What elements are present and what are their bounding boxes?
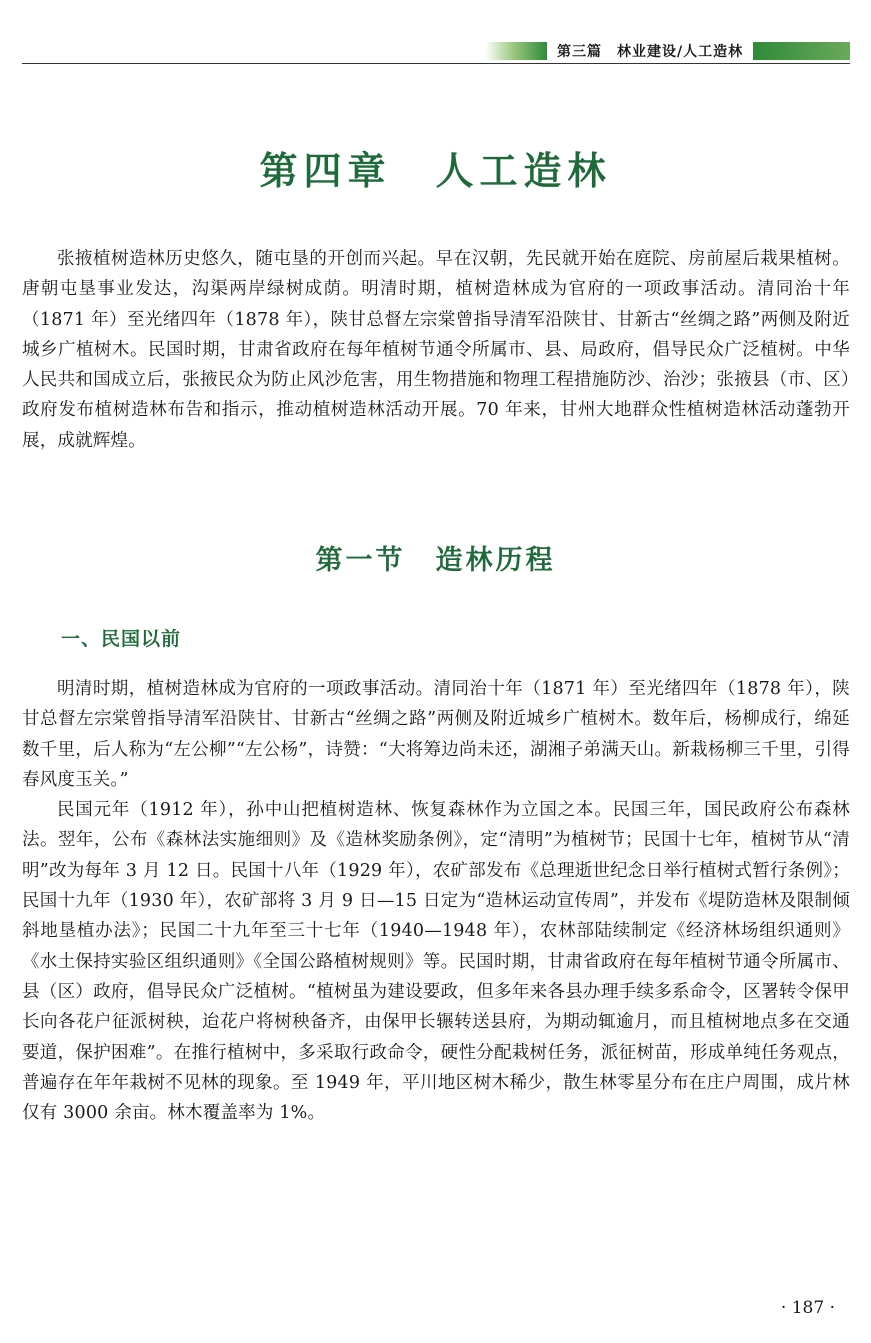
- section-title: 第一节 造林历程: [315, 545, 556, 576]
- header-bar: [485, 42, 850, 60]
- running-header: [22, 38, 850, 64]
- intro-paragraph: 张掖植树造林历史悠久，随屯垦的开创而兴起。早在汉朝，先民就开始在庭院、房前屋后栽果植树。唐朝屯垦事业发达，沟渠两岸绿树成荫。明清时期，植树造林成为官府的一项政事活动。清同治十年（1871 年）至光绪四年（1878 年），陕甘总督左宗棠曾指导清军沿陕甘、甘新古“丝绸之路”两侧及附近城乡广植树木。民国时期，甘肃省政府在每年植树节通令所属市、县、局政府，倡导民众广泛植树。中华人民共和国成立后，张掖民众为防止风沙危害，用生物措施和物理工程措施防沙、治沙；张掖县（市、区）政府发布植树造林布告和指示，推动植树造林活动开展。70 年来，甘州大地群众性植树造林活动蓬勃开展，成就辉煌。: [22, 249, 850, 451]
- subsection-title: 一、民国以前: [61, 628, 182, 650]
- body-text: [22, 674, 850, 1128]
- intro-section: [22, 244, 850, 456]
- header-gradient-left: [485, 42, 547, 60]
- page-number: · 187 ·: [780, 1298, 835, 1318]
- chapter-title: 第四章 人工造林: [259, 149, 612, 193]
- header-rule: [22, 63, 850, 64]
- body-paragraph: 明清时期，植树造林成为官府的一项政事活动。清同治十年（1871 年）至光绪四年（1878 年），陕甘总督左宗棠曾指导清军沿陕甘、甘新古“丝绸之路”两侧及附近城乡广植树木。数年后，杨柳成行，绵延数千里，后人称为“左公柳”“左公杨”，诗赞：“大将筹边尚未还，湖湘子弟满天山。新栽杨柳三千里，引得春风度玉关。”: [22, 679, 850, 790]
- header-gradient-right: [753, 42, 850, 60]
- header-text: 第三篇 林业建设/人工造林: [557, 44, 744, 60]
- body-paragraph: 民国元年（1912 年），孙中山把植树造林、恢复森林作为立国之本。民国三年，国民政府公布森林法。翌年，公布《森林法实施细则》及《造林奖励条例》，定“清明”为植树节；民国十七年，植树节从“清明”改为每年 3 月 12 日。民国十八年（1929 年），农矿部发布《总理逝世纪念日举行植树式暂行条例》；民国十九年（1930 年），农矿部将 3 月 9 日—15 日定为“造林运动宣传周”，并发布《堤防造林及限制倾斜地垦植办法》；民国二十九年至三十七年（1940—1948 年），农林部陆续制定《经济林场组织通则》《水土保持实验区组织通则》《全国公路植树规则》等。民国时期，甘肃省政府在每年植树节通令所属市、县（区）政府，倡导民众广泛植树。“植树虽为建设要政，但多年来各县办理手续多系命令，区署转令保甲长向各花户征派树秧，迨花户将树秧备齐，由保甲长辗转送县府，为期动辄逾月，而且植树地点多在交通要道，保护困难”。在推行植树中，多采取行政命令，硬性分配栽树任务，派征树苗，形成单纯任务观点，普遍存在年年栽树不见林的现象。至 1949 年，平川地区树木稀少，散生林零星分布在庄户周围，成片林仅有 3000 余亩。林木覆盖率为 1%。: [22, 800, 850, 1124]
